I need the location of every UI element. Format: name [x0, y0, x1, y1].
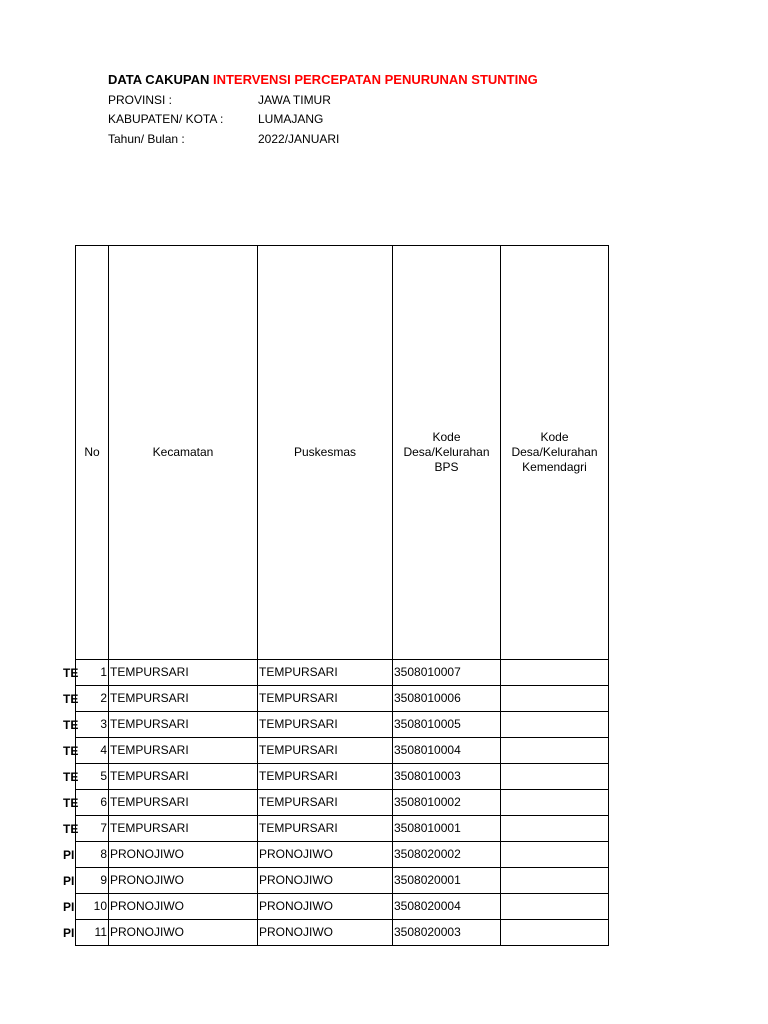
cell-puskesmas: TEMPURSARI — [258, 660, 393, 686]
table-row — [76, 660, 609, 686]
cell-kode-bps: 3508010007 — [393, 660, 501, 686]
cell-kode-bps: 3508020002 — [393, 842, 501, 868]
row-stub-label: PI — [63, 848, 75, 862]
row-stub-label: PI — [63, 900, 75, 914]
row-stub-label: TE — [63, 744, 79, 758]
row-stub-label: TE — [63, 796, 79, 810]
cell-kecamatan: TEMPURSARI — [109, 712, 258, 738]
table-header-row — [76, 246, 609, 660]
table-row — [76, 868, 609, 894]
kabupaten-value: LUMAJANG — [258, 112, 324, 126]
title-prefix: DATA CAKUPAN — [108, 72, 213, 87]
cell-kecamatan: PRONOJIWO — [109, 842, 258, 868]
cell-kode-bps: 3508010001 — [393, 816, 501, 842]
table-row — [76, 686, 609, 712]
cell-kode-kemendagri — [501, 868, 609, 894]
table-row — [76, 842, 609, 868]
cell-kode-bps: 3508010006 — [393, 686, 501, 712]
cell-no: 6 — [76, 790, 109, 816]
cell-kode-bps: 3508020001 — [393, 868, 501, 894]
kabupaten-label: KABUPATEN/ KOTA : — [108, 112, 224, 126]
cell-no: 4 — [76, 738, 109, 764]
table-row — [76, 920, 609, 946]
table-row — [76, 738, 609, 764]
table-row — [76, 764, 609, 790]
row-stub-label: TE — [63, 822, 79, 836]
document-title — [108, 72, 538, 87]
tahun-bulan-label: Tahun/ Bulan : — [108, 132, 185, 146]
table-row — [76, 790, 609, 816]
row-stub-label: TE — [63, 692, 79, 706]
column-header-kode-kemendagri: Kode Desa/Kelurahan Kemendagri — [501, 246, 609, 660]
row-stub-label: PI — [63, 926, 75, 940]
title-highlight: INTERVENSI PERCEPATAN PENURUNAN STUNTING — [212, 72, 538, 87]
cell-puskesmas: TEMPURSARI — [258, 764, 393, 790]
row-stub-label: TE — [63, 666, 79, 680]
column-header-puskesmas: Puskesmas — [258, 246, 393, 660]
provinsi-value: JAWA TIMUR — [258, 93, 331, 107]
table-row — [76, 816, 609, 842]
cell-kecamatan: TEMPURSARI — [109, 816, 258, 842]
cell-kode-bps: 3508020004 — [393, 894, 501, 920]
cell-no: 8 — [76, 842, 109, 868]
cell-no: 9 — [76, 868, 109, 894]
cell-kecamatan: PRONOJIWO — [109, 920, 258, 946]
cell-no: 10 — [76, 894, 109, 920]
row-stub-label: TE — [63, 770, 79, 784]
cell-kode-bps: 3508010002 — [393, 790, 501, 816]
column-header-kode-bps: Kode Desa/Kelurahan BPS — [393, 246, 501, 660]
column-header-kecamatan: Kecamatan — [109, 246, 258, 660]
cell-kecamatan: TEMPURSARI — [109, 738, 258, 764]
row-stub-label: PI — [63, 874, 75, 888]
cell-puskesmas: PRONOJIWO — [258, 920, 393, 946]
cell-no: 2 — [76, 686, 109, 712]
cell-kecamatan: TEMPURSARI — [109, 660, 258, 686]
cell-kode-kemendagri — [501, 842, 609, 868]
cell-kode-kemendagri — [501, 816, 609, 842]
cell-puskesmas: PRONOJIWO — [258, 842, 393, 868]
column-header-no: No — [76, 246, 109, 660]
row-stub-label: TE — [63, 718, 79, 732]
cell-no: 5 — [76, 764, 109, 790]
cell-puskesmas: TEMPURSARI — [258, 686, 393, 712]
cell-kode-kemendagri — [501, 660, 609, 686]
cell-kode-kemendagri — [501, 790, 609, 816]
cell-puskesmas: TEMPURSARI — [258, 712, 393, 738]
table-body — [76, 660, 609, 946]
cell-no: 1 — [76, 660, 109, 686]
cell-puskesmas: PRONOJIWO — [258, 894, 393, 920]
cell-kecamatan: PRONOJIWO — [109, 868, 258, 894]
cell-kode-kemendagri — [501, 738, 609, 764]
cell-kode-bps: 3508020003 — [393, 920, 501, 946]
cell-no: 3 — [76, 712, 109, 738]
table-row — [76, 712, 609, 738]
cell-kode-kemendagri — [501, 920, 609, 946]
cell-kode-kemendagri — [501, 894, 609, 920]
cell-kode-bps: 3508010004 — [393, 738, 501, 764]
cell-kode-kemendagri — [501, 712, 609, 738]
provinsi-label: PROVINSI : — [108, 93, 173, 107]
cell-kecamatan: TEMPURSARI — [109, 764, 258, 790]
cell-puskesmas: TEMPURSARI — [258, 816, 393, 842]
cell-kode-bps: 3508010003 — [393, 764, 501, 790]
cell-puskesmas: PRONOJIWO — [258, 868, 393, 894]
cell-puskesmas: TEMPURSARI — [258, 790, 393, 816]
cell-kode-kemendagri — [501, 686, 609, 712]
cell-no: 11 — [76, 920, 109, 946]
cell-puskesmas: TEMPURSARI — [258, 738, 393, 764]
cell-kecamatan: TEMPURSARI — [109, 790, 258, 816]
table-row — [76, 894, 609, 920]
cell-kode-bps: 3508010005 — [393, 712, 501, 738]
cell-kecamatan: PRONOJIWO — [109, 894, 258, 920]
cell-kode-kemendagri — [501, 764, 609, 790]
tahun-bulan-value: 2022/JANUARI — [258, 132, 340, 146]
cell-no: 7 — [76, 816, 109, 842]
coverage-table — [75, 245, 609, 946]
cell-kecamatan: TEMPURSARI — [109, 686, 258, 712]
